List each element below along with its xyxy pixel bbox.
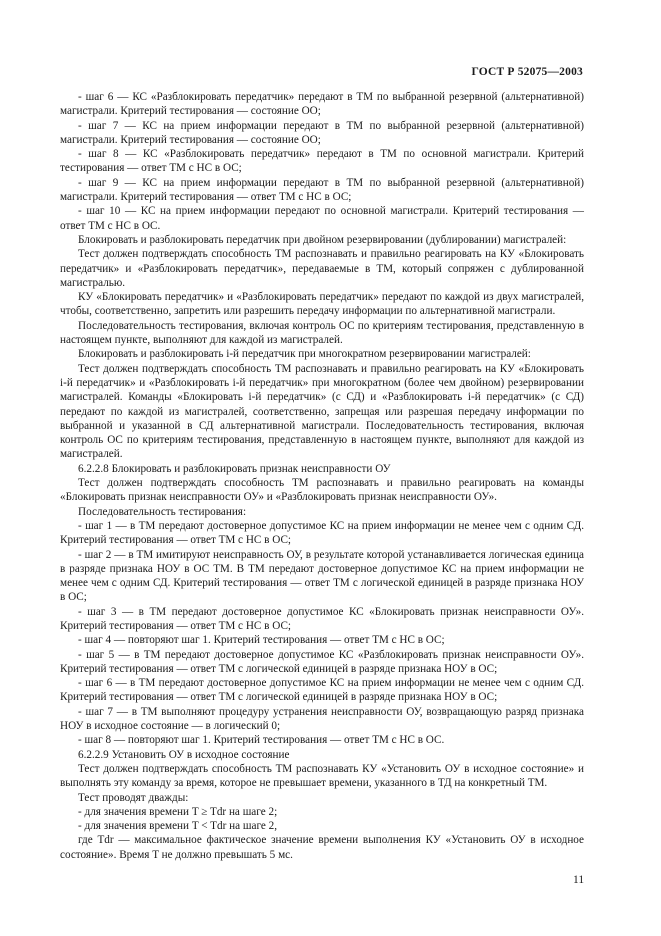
paragraph: - шаг 7 — КС на прием информации передают в ТМ по выбранной резервной (альтернативной) магистрали. Критерий тестирования — состояние ОО; bbox=[60, 119, 584, 146]
paragraph: Тест проводят дважды: bbox=[78, 791, 189, 804]
paragraph: Последовательность тестирования, включая контроль ОС по критериям тестирования, представленную в настоящем пункте, выполняют для каждой из магистралей. bbox=[60, 319, 584, 347]
paragraph: - шаг 6 — КС «Разблокировать передатчик» передают в ТМ по выбранной резервной (альтернативной) магистрали. Критерий тестирования — состояние ОО; bbox=[60, 91, 584, 118]
paragraph: Тест должен подтверждать способность ТМ распознавать и правильно реагировать на КУ «Блокировать i-й передатчик» и «Разблокировать i-й передатчик» при многократном (более чем двойном) резервировании магистралей. Команды «Блокировать i-й передатчик» (с СД) и «Разблокировать i-й передатчик» (с СД) передают по каждой из магистралей, соответственно, запрещая или разрешая передачу информации по выбранной и указанной в СД альтернативной магистрали. Последовательность тестирования, включая контроль ОС по критериям тестирования, представленную в настоящем пункте, выполняют для каждой из магистралей. bbox=[60, 362, 584, 461]
section-heading: 6.2.2.8 Блокировать и разблокировать признак неисправности ОУ bbox=[78, 462, 391, 475]
paragraph: - шаг 6 — в ТМ передают достоверное допустимое КС на прием информации не менее чем с одним СД. Критерий тестирования — ответ ТМ с логической единицей в разряде признака НОУ в ОС; bbox=[60, 677, 584, 704]
paragraph: Тест должен подтверждать способность ТМ распознавать КУ «Установить ОУ в исходное состояние» и выполнять эту команду за время, которое не превышает времени, указанного в ТД на конкретный ТМ. bbox=[60, 762, 584, 790]
paragraph: - шаг 1 — в ТМ передают достоверное допустимое КС на прием информации не менее чем с одним СД. Критерий тестирования — ответ ТМ с НС в ОС; bbox=[60, 519, 584, 547]
paragraph: Последовательность тестирования: bbox=[78, 505, 247, 518]
document-body bbox=[60, 90, 584, 862]
paragraph: - шаг 2 — в ТМ имитируют неисправность ОУ, в результате которой устанавливается логическая единица в разряде признака НОУ в ОС ТМ. В ТМ передают достоверное допустимое КС на прием информации не менее чем с одним СД. Критерий тестирования — ответ ТМ с логической единицей в разряде признака НОУ в ОС; bbox=[60, 548, 584, 604]
paragraph: Тест должен подтверждать способность ТМ распознавать и правильно реагировать на команды «Блокировать признак неисправности ОУ» и «Разблокировать признак неисправности ОУ». bbox=[60, 477, 584, 504]
section-heading: 6.2.2.9 Установить ОУ в исходное состояние bbox=[78, 748, 290, 761]
paragraph: - шаг 7 — в ТМ выполняют процедуру устранения неисправности ОУ, возвращающую разряд признака НОУ в исходное состояние — в логический 0; bbox=[60, 705, 584, 733]
page-number: 11 bbox=[573, 874, 585, 886]
paragraph: - шаг 3 — в ТМ передают достоверное допустимое КС «Блокировать признак неисправности ОУ». Критерий тестирования — ответ ТМ с НС в ОС; bbox=[60, 605, 584, 632]
paragraph: - шаг 8 — повторяют шаг 1. Критерий тестирования — ответ ТМ с НС в ОС. bbox=[78, 734, 445, 747]
paragraph: - шаг 10 — КС на прием информации передают по основной магистрали. Критерий тестирования — ответ ТМ с НС в ОС. bbox=[60, 205, 584, 232]
paragraph: КУ «Блокировать передатчик» и «Разблокировать передатчик» передают по каждой из двух магистралей, чтобы, соответственно, запретить или разрешить передачу информации по альтернативной магистрали. bbox=[60, 291, 584, 318]
paragraph: - шаг 9 — КС на прием информации передают в ТМ по выбранной резервной (альтернативной) магистрали. Критерий тестирования — ответ ТМ с НС в ОС; bbox=[60, 176, 584, 204]
paragraph: - шаг 8 — КС «Разблокировать передатчик» передают в ТМ по основной магистрали. Критерий тестирования — ответ ТМ с НС в ОС; bbox=[60, 148, 584, 175]
paragraph: Тест должен подтверждать способность ТМ распознавать и правильно реагировать на КУ «Блокировать передатчик» и «Разблокировать передатчик», передаваемые в ТМ, который сопряжен с дублированной магистралью. bbox=[60, 248, 584, 289]
paragraph: - для значения времени T < Tdr на шаге 2, bbox=[78, 820, 278, 833]
paragraph: - шаг 5 — в ТМ передают достоверное допустимое КС «Разблокировать признак неисправности ОУ». Критерий тестирования — ответ ТМ с логической единицей в разряде признака НОУ в ОС; bbox=[60, 648, 584, 675]
paragraph: Блокировать и разблокировать передатчик при двойном резервировании (дублировании) магистралей: bbox=[78, 233, 567, 246]
paragraph: Блокировать и разблокировать i-й передатчик при многократном резервировании магистралей: bbox=[78, 348, 531, 361]
paragraph: где Tdr — максимальное фактическое значение времени выполнения КУ «Установить ОУ в исходное состояние». Время T не должно превышать 5 мс. bbox=[60, 834, 584, 861]
paragraph: - для значения времени T ≥ Tdr на шаге 2; bbox=[78, 805, 278, 818]
document-header: ГОСТ Р 52075—2003 bbox=[471, 66, 583, 78]
paragraph: - шаг 4 — повторяют шаг 1. Критерий тестирования — ответ ТМ с НС в ОС; bbox=[78, 634, 445, 647]
